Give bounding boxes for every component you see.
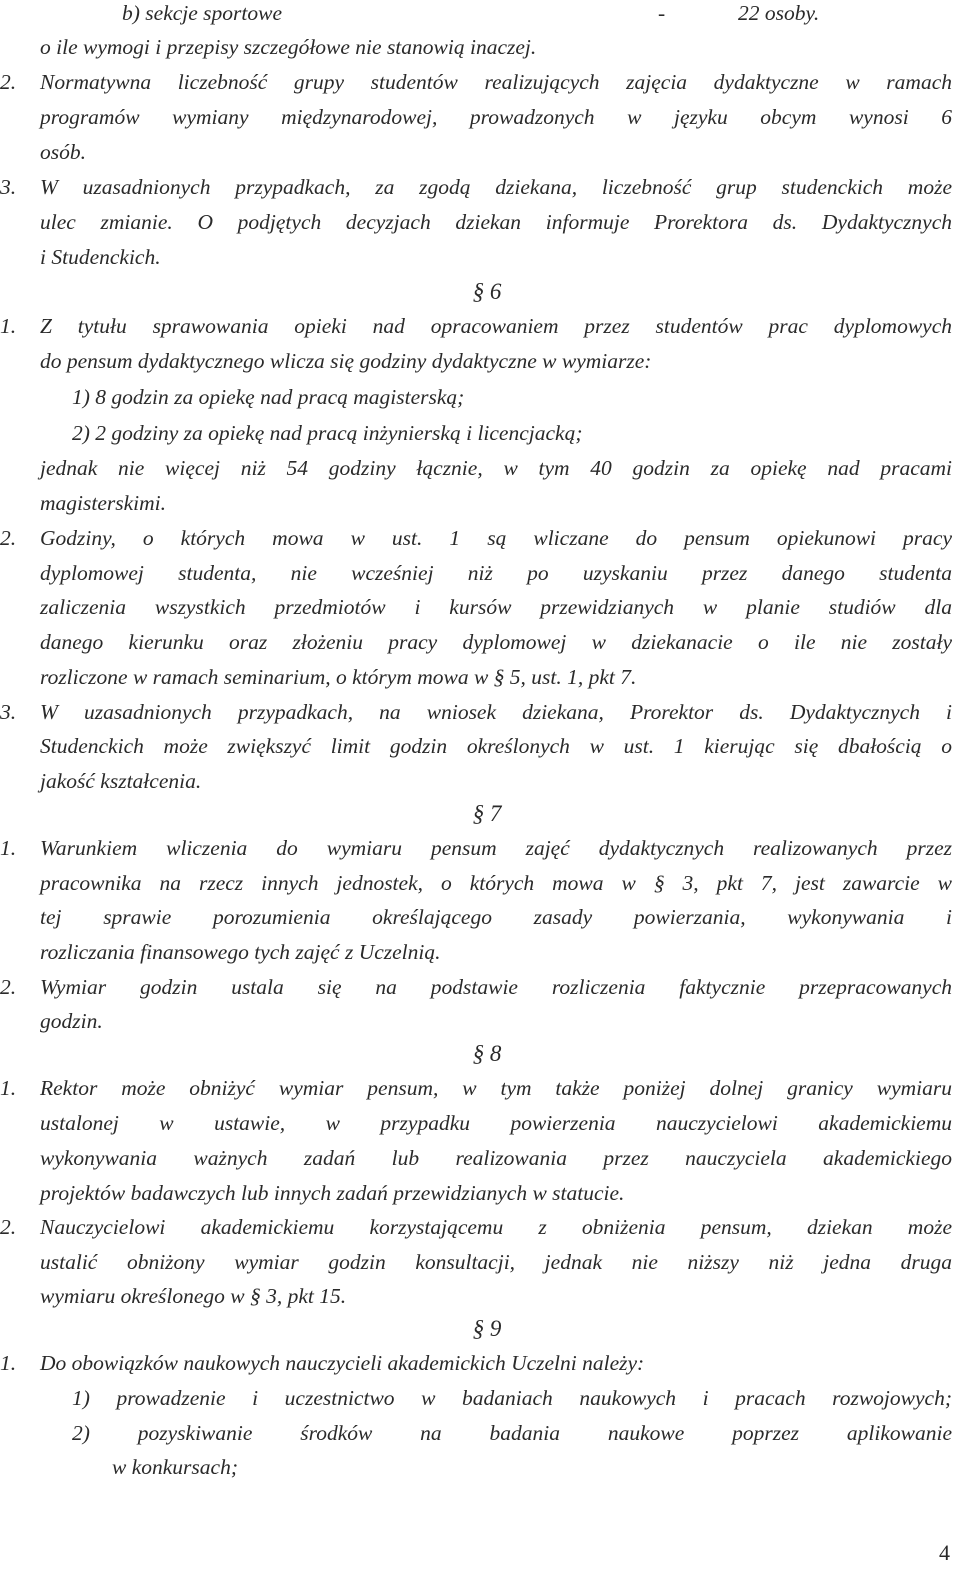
text-line: Wymiar godzin ustala się na podstawie rozliczenia faktycznie przepracowanych [40,975,952,999]
text-line: Normatywna liczebność grupy studentów realizujących zajęcia dydaktyczne w ramach [40,70,952,94]
text-line: Nauczycielowi akademickiemu korzystającemu z obniżenia pensum, dziekan może [40,1215,952,1239]
item-number: 2. [0,70,17,94]
text-line: W uzasadnionych przypadkach, na wniosek dziekana, Prorektor ds. Dydaktycznych i [40,700,952,724]
item-number: 2. [0,1215,17,1239]
item-number: 2. [0,975,17,999]
section-heading: § 9 [472,1316,502,1341]
item-number: 1. [0,1076,17,1100]
list-item: 1) prowadzenie i uczestnictwo w badaniach naukowych i pracach rozwojowych; [72,1386,952,1410]
text-line: ustalić obniżony wymiar godzin konsultacji, jednak nie niższy niż jedna druga [40,1250,952,1274]
text-line: projektów badawczych lub innych zadań przewidzianych w statucie. [40,1181,625,1205]
text-line: do pensum dydaktycznego wlicza się godziny dydaktyczne w wymiarze: [40,349,652,373]
text-line: Rektor może obniżyć wymiar pensum, w tym także poniżej dolnej granicy wymiaru [40,1076,952,1100]
text-line: o ile wymogi i przepisy szczegółowe nie stanowią inaczej. [40,35,537,59]
item-number: 1. [0,314,17,338]
text-line: Warunkiem wliczenia do wymiaru pensum zajęć dydaktycznych realizowanych przez [40,836,952,860]
text-line: danego kierunku oraz złożeniu pracy dyplomowej w dziekanacie o ile nie zostały [40,630,952,654]
text-line: ustalonej w ustawie, w przypadku powierzenia nauczycielowi akademickiemu [40,1111,952,1135]
item-number: 3. [0,700,17,724]
text-line: programów wymiany międzynarodowej, prowadzonych w języku obcym wynosi 6 [40,105,952,129]
text-line: zaliczenia wszystkich przedmiotów i kursów przewidzianych w planie studiów dla [40,595,952,619]
text-line: - [658,1,666,25]
list-item: 2) pozyskiwanie środków na badania naukowe poprzez aplikowanie [72,1421,952,1445]
text-line: osób. [40,140,86,164]
text-line: jednak nie więcej niż 54 godziny łącznie, w tym 40 godzin za opiekę nad pracami [40,456,952,480]
item-number: 2. [0,526,17,550]
list-item: 1) 8 godzin za opiekę nad pracą magisterską; [72,385,465,409]
text-line: Do obowiązków naukowych nauczycieli akademickich Uczelni należy: [40,1351,645,1375]
item-number: 1. [0,1351,17,1375]
section-heading: § 7 [472,801,502,826]
text-line: pracownika na rzecz innych jednostek, o których mowa w § 3, pkt 7, jest zawarcie w [40,871,952,895]
text-line: dyplomowej studenta, nie wcześniej niż po uzyskaniu przez danego studenta [40,561,952,585]
page-number: 4 [939,1540,950,1566]
text-line: tej sprawie porozumienia określającego zasady powierzania, wykonywania i [40,905,952,929]
section-heading: § 6 [472,279,502,304]
text-line: i Studenckich. [40,245,161,269]
text-line: wykonywania ważnych zadań lub realizowania przez nauczyciela akademickiego [40,1146,952,1170]
item-number: 1. [0,836,17,860]
item-number: 3. [0,175,17,199]
text-line: ulec zmianie. O podjętych decyzjach dziekan informuje Prorektora ds. Dydaktycznych [40,210,952,234]
text-line: magisterskimi. [40,491,167,515]
text-line: Godziny, o których mowa w ust. 1 są wliczane do pensum opiekunowi pracy [40,526,952,550]
text-line: W uzasadnionych przypadkach, za zgodą dziekana, liczebność grup studenckich może [40,175,952,199]
text-line: Studenckich może zwiększyć limit godzin określonych w ust. 1 kierując się dbałością o [40,734,952,758]
list-item: 2) 2 godziny za opiekę nad pracą inżynierską i licencjacką; [72,421,583,445]
text-line: 22 osoby. [738,1,820,25]
section-heading: § 8 [472,1041,502,1066]
text-line: jakość kształcenia. [40,769,202,793]
text-line: rozliczania finansowego tych zajęć z Uczelnią. [40,940,441,964]
text-line: wymiaru określonego w § 3, pkt 15. [40,1284,347,1308]
list-item: w konkursach; [112,1455,238,1479]
text-line: rozliczone w ramach seminarium, o którym mowa w § 5, ust. 1, pkt 7. [40,665,637,689]
text-line: Z tytułu sprawowania opieki nad opracowaniem przez studentów prac dyplomowych [40,314,952,338]
text-line: godzin. [40,1009,103,1033]
text-line: b) sekcje sportowe [122,1,283,25]
